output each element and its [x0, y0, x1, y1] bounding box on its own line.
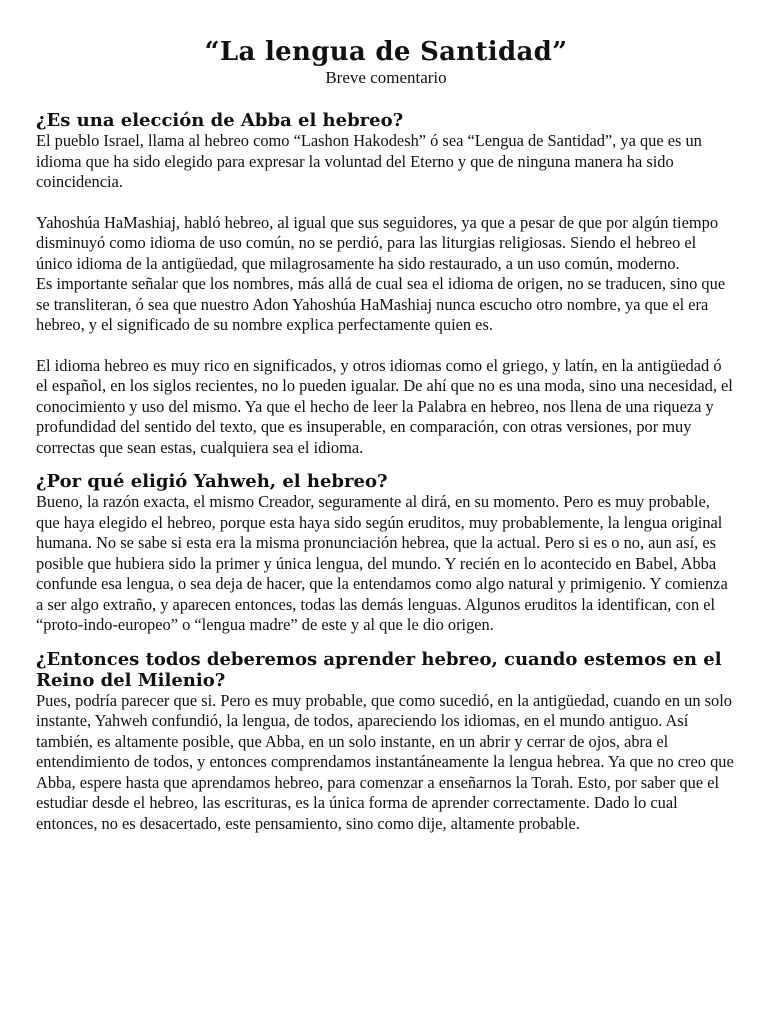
paragraph: Yahoshúa HaMashiaj, habló hebreo, al igual que sus seguidores, ya que a pesar de que por algún tiempo disminuyó como idioma de uso común, no se perdió, para las liturgias religiosas. Siendo el hebreo el único idioma de la antigüedad, que milagrosamente ha sido restaurado, a un uso común, moderno.: [36, 212, 719, 273]
section-abba-eleccion: [36, 110, 736, 458]
section-heading: ¿Entonces todos deberemos aprender hebreo, cuando estemos en el Reino del Milenio?: [36, 648, 722, 691]
document-page: [36, 36, 736, 834]
paragraph: Pues, podría parecer que si. Pero es muy probable, que como sucedió, en la antigüedad, cuando en un solo instante, Yahweh confundió, la lengua, de todos, apareciendo los idiomas, en el mundo antiguo. Así también, es altamente posible, que Abba, en un solo instante, en un abrir y cerrar de ojos, abra el entendimiento de todos, y entonces comprendamos instantáneamente la lengua hebrea. Ya que no creo que Abba, espere hasta que aprendamos hebreo, para comenzar a enseñarnos la Torah. Esto, por saber que el estudiar desde el hebreo, las escrituras, es la única forma de aprender correctamente. Dado lo cual entonces, no es desacertado, este pensamiento, sino como dije, altamente probable.: [36, 690, 734, 833]
section-por-que-hebreo: [36, 471, 736, 636]
document-subtitle: Breve comentario: [325, 68, 447, 87]
section-reino-milenio: [36, 649, 736, 835]
paragraph: Bueno, la razón exacta, el mismo Creador, seguramente al dirá, en su momento. Pero es muy probable, que haya elegido el hebreo, porque esta haya sido según eruditos, muy probablemente, la lengua original humana. No se sabe si esta era la misma pronunciación hebrea, que la actual. Pero si es o no, aun así, es posible que hubiera sido la primer y única lengua, del mundo. Y recién en lo acontecido en Babel, Abba confunde esa lengua, o sea deja de hacer, que la entendamos como algo natural y primigenio. Y comienza a ser algo extraño, y aparecen entonces, todas las demás lenguas. Algunos eruditos la identifican, con el “proto-indo-europeo” o “lengua madre” de este y al que le dio origen.: [36, 492, 728, 634]
paragraph: El idioma hebreo es muy rico en significados, y otros idiomas como el griego, y latín, en la antigüedad ó el español, en los siglos recientes, no lo pueden igualar. De ahí que no es una moda, sino una necesidad, el conocimiento y uso del mismo. Ya que el hecho de leer la Palabra en hebreo, nos llena de una riqueza y profundidad del sentido del texto, que es insuperable, en comparación, con otras versiones, por muy correctas que sean estas, cualquiera sea el idioma.: [36, 355, 733, 457]
document-title: “La lengua de Santidad”: [204, 37, 568, 67]
section-heading: ¿Es una elección de Abba el hebreo?: [36, 110, 404, 131]
paragraph: El pueblo Israel, llama al hebreo como “Lashon Hakodesh” ó sea “Lengua de Santidad”, ya que es un idioma que ha sido elegido para expresar la voluntad del Eterno y que de ninguna manera ha sido coincidencia.: [36, 131, 702, 191]
paragraph: Es importante señalar que los nombres, más allá de cual sea el idioma de origen, no se traducen, sino que se transliteran, ó sea que nuestro Adon Yahoshúa HaMashiaj nunca escucho otro nombre, ya que el era hebreo, y el significado de su nombre explica perfectamente quien es.: [36, 274, 726, 334]
section-heading: ¿Por qué eligió Yahweh, el hebreo?: [36, 471, 388, 492]
